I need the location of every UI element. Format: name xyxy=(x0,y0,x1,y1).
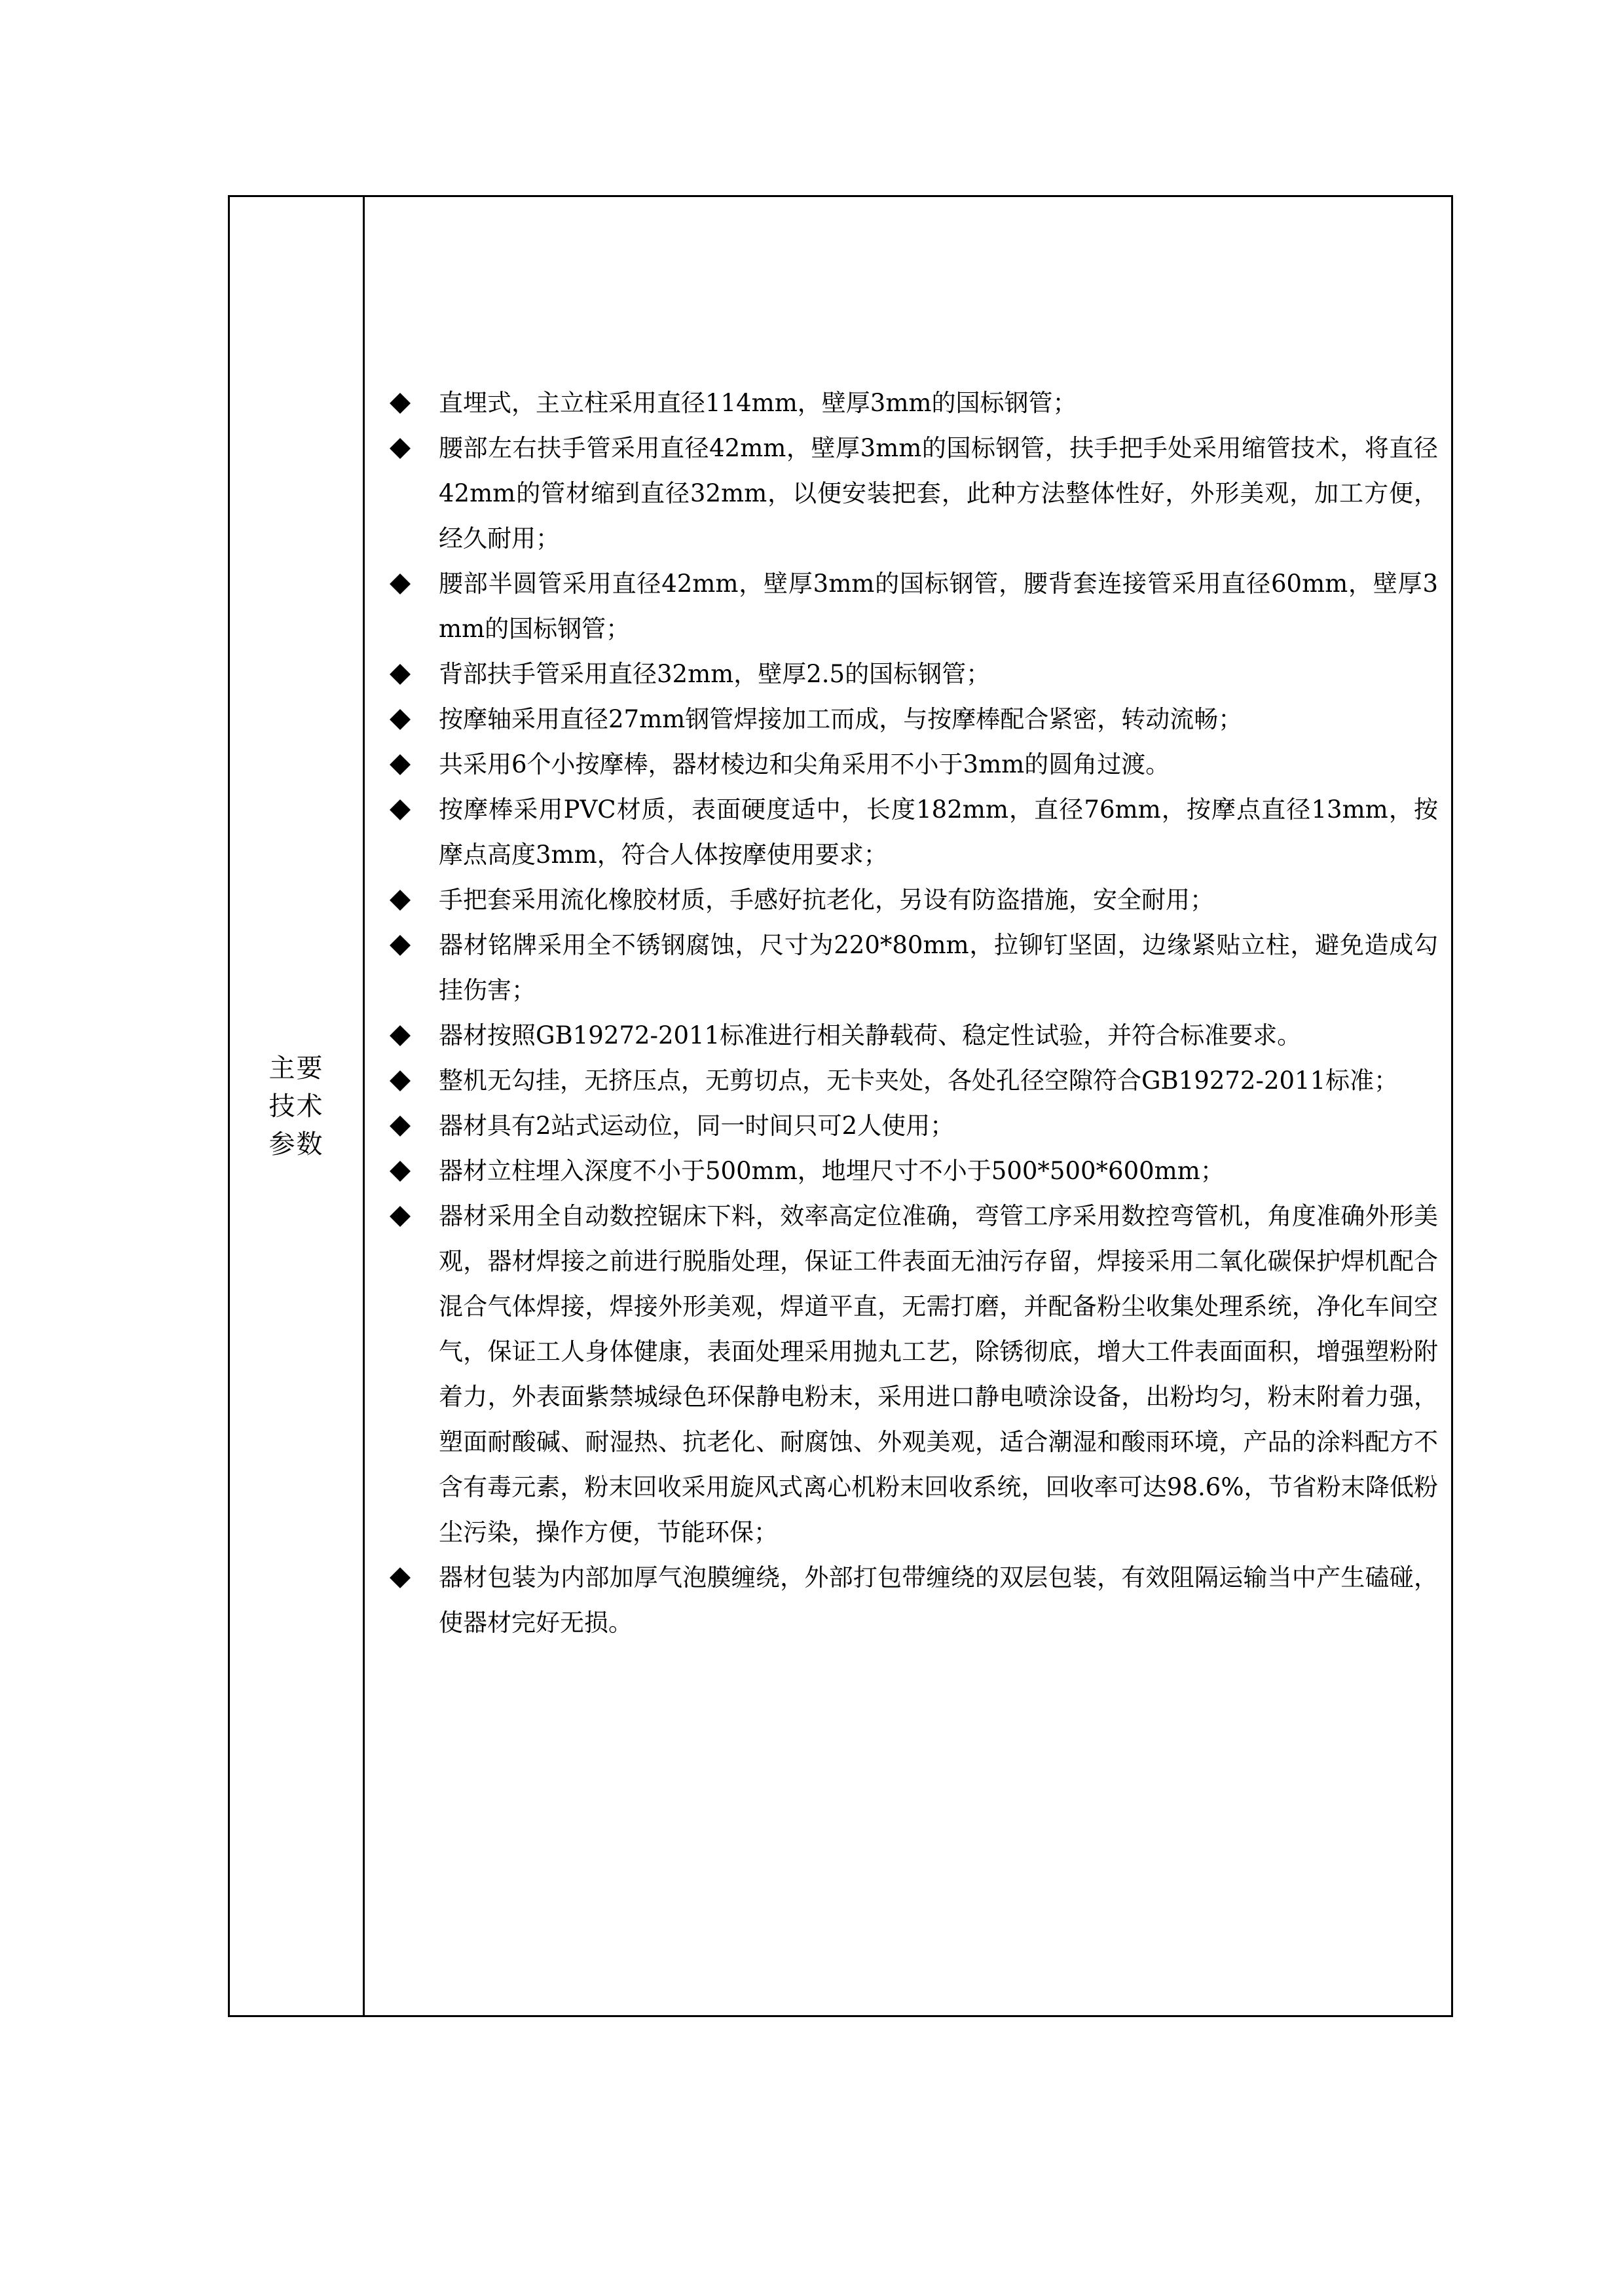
list-item xyxy=(378,1555,1438,1645)
list-item-text: 共采用6个小按摩棒，器材棱边和尖角采用不小于3mm的圆角过渡。 xyxy=(439,750,1170,778)
black-diamond-icon xyxy=(387,877,413,922)
list-item xyxy=(378,787,1438,877)
black-diamond-icon xyxy=(387,561,413,606)
list-item xyxy=(378,426,1438,561)
label-cell xyxy=(230,197,363,2015)
label-line: 技术 xyxy=(268,1091,324,1121)
list-item-text: 器材具有2站式运动位，同一时间只可2人使用； xyxy=(439,1112,955,1140)
list-item-text: 手把套采用流化橡胶材质，手感好抗老化，另设有防盗措施，安全耐用； xyxy=(439,886,1214,914)
list-item xyxy=(378,877,1438,922)
list-item-text: 腰部半圆管采用直径42mm，壁厚3mm的国标钢管，腰背套连接管采用直径60mm，壁厚3mm的国标钢管； xyxy=(439,570,1438,643)
black-diamond-icon xyxy=(387,922,413,968)
list-item-text: 背部扶手管采用直径32mm，壁厚2.5的国标钢管； xyxy=(439,660,991,688)
list-item xyxy=(378,697,1438,742)
label-text xyxy=(257,1049,336,1163)
list-item-text: 按摩棒采用PVC材质，表面硬度适中，长度182mm，直径76mm，按摩点直径13mm，按摩点高度3mm，符合人体按摩使用要求； xyxy=(439,795,1438,869)
list-item xyxy=(378,1058,1438,1103)
list-item xyxy=(378,742,1438,787)
black-diamond-icon xyxy=(387,1194,413,1239)
list-item xyxy=(378,922,1438,1013)
spec-table xyxy=(228,195,1453,2017)
label-line: 参数 xyxy=(268,1129,324,1159)
black-diamond-icon xyxy=(387,651,413,697)
list-item xyxy=(378,561,1438,651)
black-diamond-icon xyxy=(387,742,413,787)
black-diamond-icon xyxy=(387,1103,413,1148)
list-item-text: 器材按照GB19272-2011标准进行相关静载荷、稳定性试验，并符合标准要求。 xyxy=(439,1021,1302,1049)
spec-list xyxy=(378,380,1438,1645)
black-diamond-icon xyxy=(387,380,413,426)
list-item-text: 腰部左右扶手管采用直径42mm，壁厚3mm的国标钢管，扶手把手处采用缩管技术，将直径42mm的管材缩到直径32mm，以便安装把套，此种方法整体性好，外形美观，加工方便，经久耐用； xyxy=(439,434,1438,553)
content-cell xyxy=(365,197,1451,2015)
black-diamond-icon xyxy=(387,1148,413,1194)
list-item-text: 器材包装为内部加厚气泡膜缠绕，外部打包带缠绕的双层包装，有效阻隔运输当中产生磕碰，使器材完好无损。 xyxy=(439,1563,1438,1637)
black-diamond-icon xyxy=(387,787,413,832)
list-item-text: 按摩轴采用直径27mm钢管焊接加工而成，与按摩棒配合紧密，转动流畅； xyxy=(439,705,1243,733)
black-diamond-icon xyxy=(387,426,413,471)
list-item-text: 器材采用全自动数控锯床下料，效率高定位准确，弯管工序采用数控弯管机，角度准确外形美观，器材焊接之前进行脱脂处理，保证工件表面无油污存留，焊接采用二氧化碳保护焊机配合混合气体焊接，焊接外形美观，焊道平直，无需打磨，并配备粉尘收集处理系统，净化车间空气，保证工人身体健康，表面处理采用抛丸工艺，除锈彻底，增大工件表面面积，增强塑粉附着力，外表面紫禁城绿色环保静电粉末，采用进口静电喷涂设备，出粉均匀，粉末附着力强，塑面耐酸碱、耐湿热、抗老化、耐腐蚀、外观美观，适合潮湿和酸雨环境，产品的涂料配方不含有毒元素，粉末回收采用旋风式离心机粉末回收系统，回收率可达98.6%，节省粉末降低粉尘污染，操作方便，节能环保； xyxy=(439,1202,1438,1546)
black-diamond-icon xyxy=(387,1555,413,1600)
label-line: 主要 xyxy=(268,1053,324,1084)
list-item xyxy=(378,1148,1438,1194)
black-diamond-icon xyxy=(387,1058,413,1103)
list-item-text: 直埋式，主立柱采用直径114mm，壁厚3mm的国标钢管； xyxy=(439,389,1077,417)
list-item xyxy=(378,1103,1438,1148)
list-item-text: 器材铭牌采用全不锈钢腐蚀，尺寸为220*80mm，拉铆钉坚固，边缘紧贴立柱，避免造成勾挂伤害； xyxy=(439,931,1438,1004)
list-item-text: 整机无勾挂，无挤压点，无剪切点，无卡夹处，各处孔径空隙符合GB19272-2011标准； xyxy=(439,1066,1399,1095)
list-item xyxy=(378,1194,1438,1555)
list-item xyxy=(378,380,1438,426)
black-diamond-icon xyxy=(387,697,413,742)
list-item xyxy=(378,651,1438,697)
list-item xyxy=(378,1013,1438,1058)
black-diamond-icon xyxy=(387,1013,413,1058)
list-item-text: 器材立柱埋入深度不小于500mm，地埋尺寸不小于500*500*600mm； xyxy=(439,1157,1225,1185)
